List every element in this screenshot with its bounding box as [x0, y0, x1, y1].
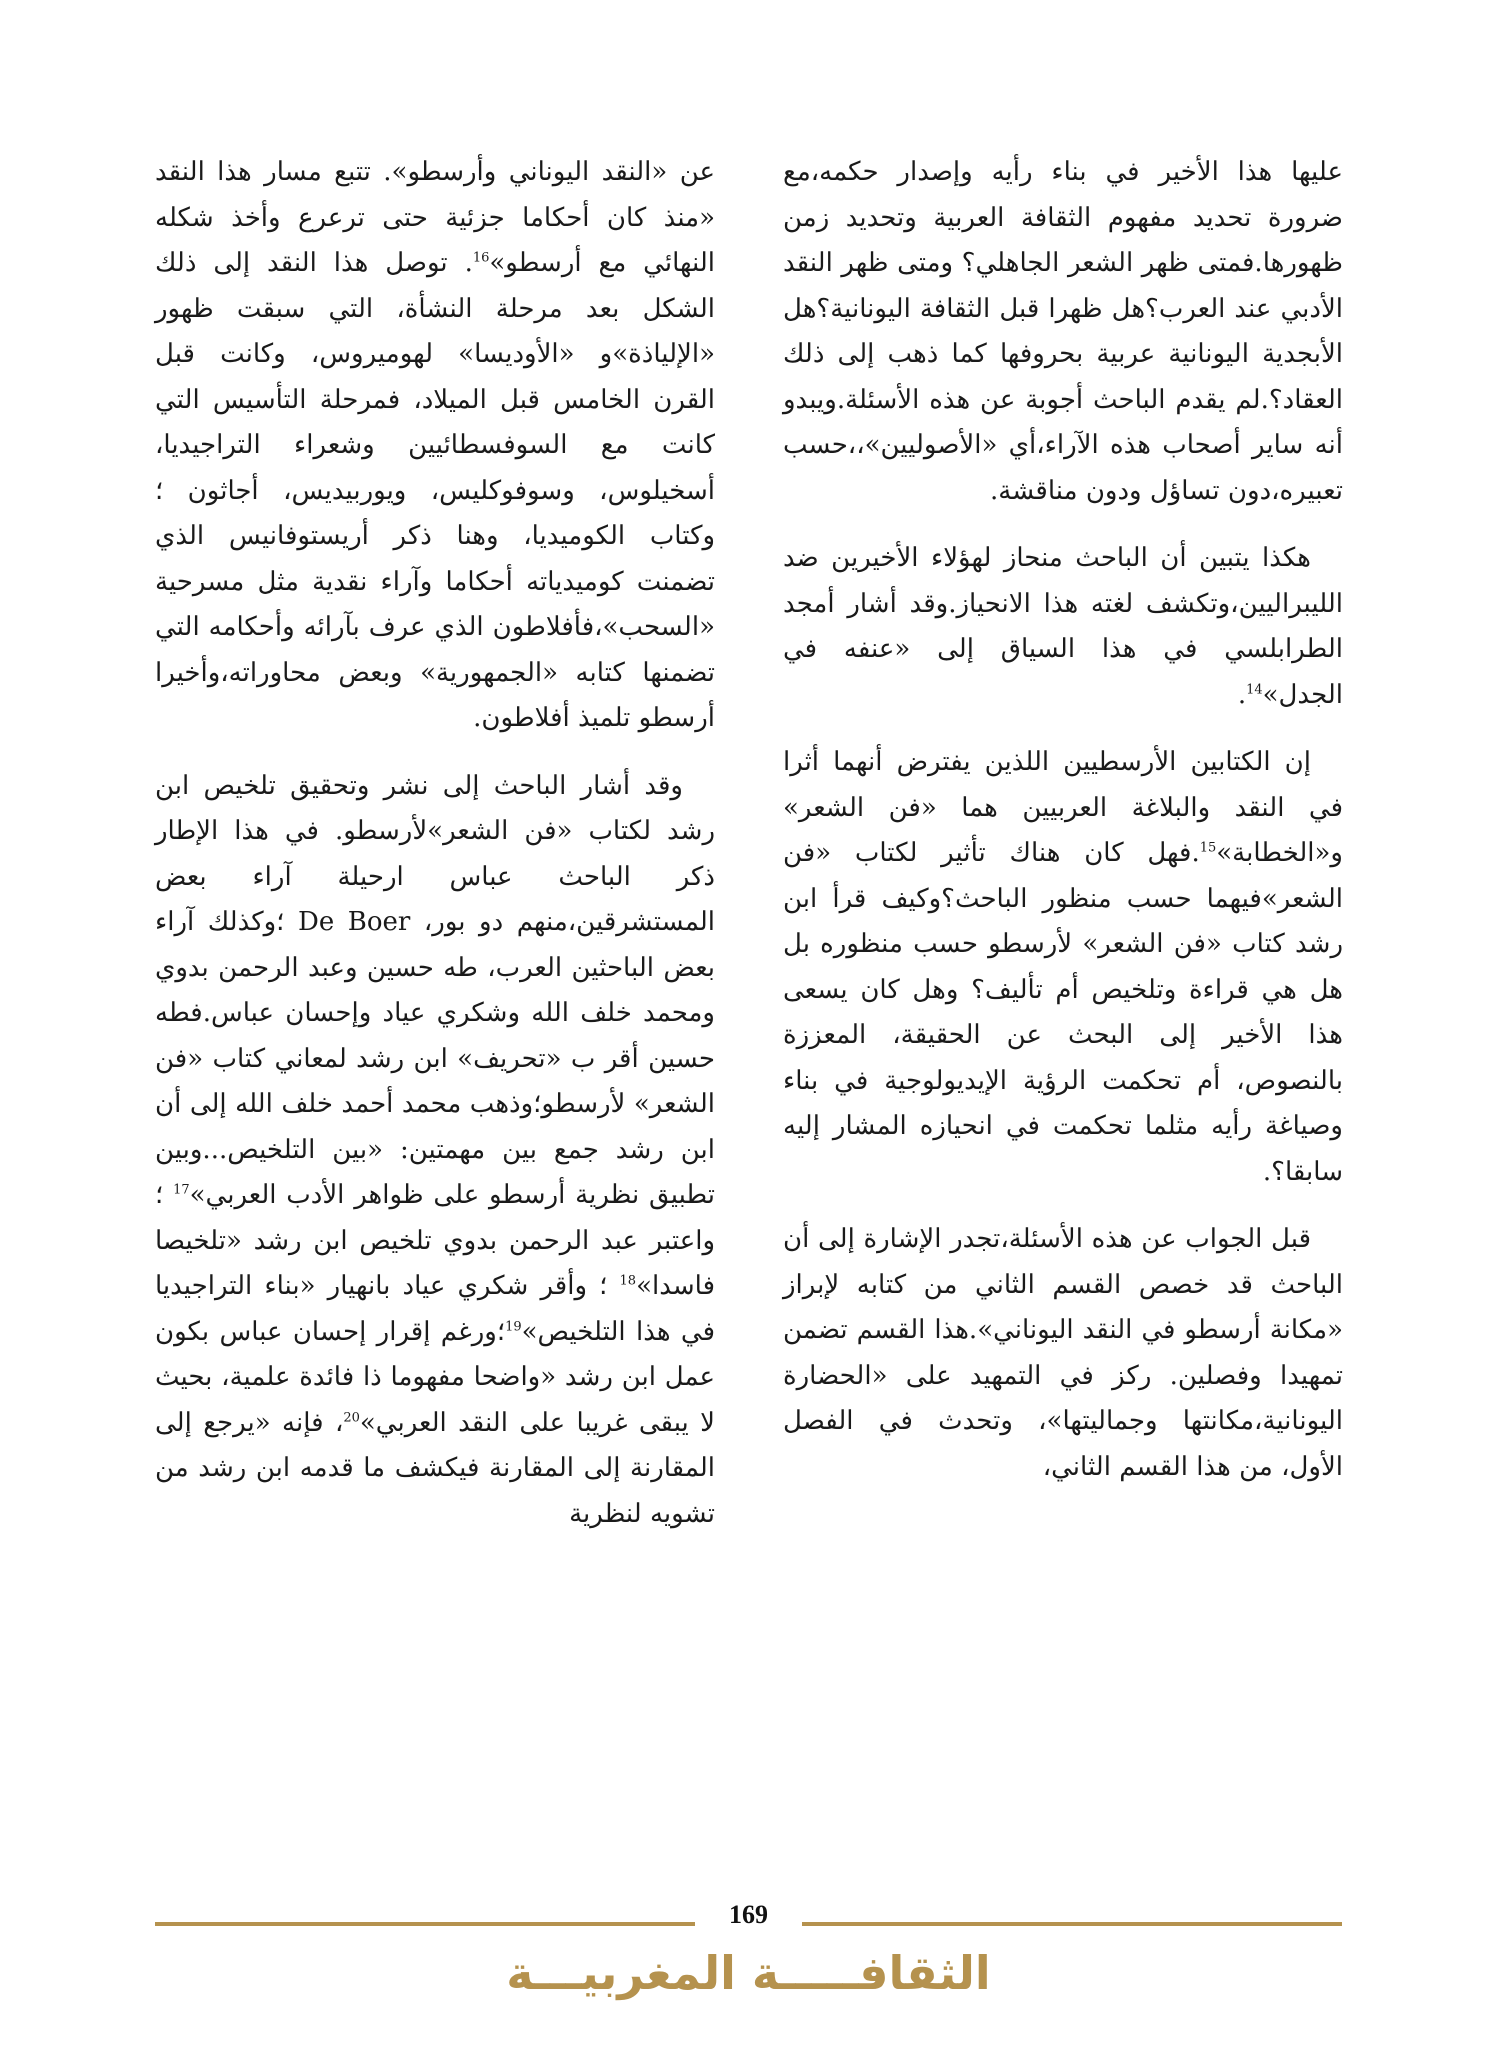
left-paragraph-2: وقد أشار الباحث إلى نشر وتحقيق تلخيص ابن رشد لكتاب «فن الشعر»لأرسطو. في هذا الإطار ذكر الباحث عباس ارحيلة آراء بعض المستشرقين،منهم دو بور، De Boer ؛وكذلك آراء بعض الباحثين العرب، طه حسين وعبد الرحمن بدوي ومحمد خلف الله وشكري عياد وإحسان عباس.فطه حسين أقر ب «تحريف» ابن رشد لمعاني كتاب «فن الشعر» لأرسطو؛وذهب محمد أحمد خلف الله إلى أن ابن رشد جمع بين مهمتين: «بين التلخيص...وبين تطبيق نظرية أرسطو على ظواهر الأدب العربي»$^{17}$ ؛واعتبر عبد الرحمن بدوي تلخيص ابن رشد «تلخيصا فاسدا»$^{18}$ ؛ وأقر شكري عياد بانهيار «بناء التراجيديا في هذا التلخيص»$^{19}$؛ورغم إقرار إحسان عباس بكون عمل ابن رشد «واضحا مفهوما ذا فائدة علمية، بحيث لا يبقى غريبا على النقد العربي»$^{20}$، فإنه «يرجع إلى المقارنة إلى المقارنة فيكشف ما قدمه ابن رشد من تشويه لنظرية	[155, 770, 716, 1529]
left-column	[155, 150, 715, 1559]
footnote-ref-17: 17	[173, 1182, 190, 1198]
page-number: 169	[729, 1900, 768, 1929]
footer-rule-left	[155, 1922, 695, 1926]
right-paragraph-1: عليها هذا الأخير في بناء رأيه وإصدار حكمه،مع ضرورة تحديد مفهوم الثقافة العربية وتحديد زمن ظهورها.فمتى ظهر الشعر الجاهلي؟ ومتى ظهر النقد الأدبي عند العرب؟هل ظهرا قبل الثقافة اليونانية؟هل الأبجدية اليونانية عربية بحروفها كما ذهب إلى ذلك العقاد؟.لم يقدم الباحث أجوبة عن هذه الأسئلة.ويبدو أنه ساير أصحاب هذه الآراء،أي «الأصوليين»،،حسب تعبيره،دون تساؤل ودون مناقشة.	[783, 157, 1343, 506]
footnote-ref-18: 18	[619, 1273, 637, 1289]
left-paragraph-1: عن «النقد اليوناني وأرسطو». تتبع مسار هذا النقد «منذ كان أحكاما جزئية حتى ترعرع وأخذ شكله النهائي مع أرسطو»$^{16}$. توصل هذا النقد إلى ذلك الشكل بعد مرحلة النشأة، التي سبقت ظهور «الإلياذة»و «الأوديسا» لهوميروس، وكانت قبل القرن الخامس قبل الميلاد، فمرحلة التأسيس التي كانت مع السوفسطائيين وشعراء التراجيديا، أسخيلوس، وسوفوكليس، ويوربيديس، أجاثون ؛ وكتاب الكوميديا، وهنا ذكر أريستوفانيس الذي تضمنت كوميدياته أحكاما وآراء نقدية مثل مسرحية «السحب»،فأفلاطون الذي عرف بآرائه وأحكامه التي تضمنها كتابه «الجمهورية» وبعض محاوراته،وأخيرا أرسطو تلميذ أفلاطون.	[155, 157, 715, 733]
right-paragraph-3: إن الكتابين الأرسطيين اللذين يفترض أنهما أثرا في النقد والبلاغة العربيين هما «فن الشعر» و«الخطابة»$^{15}$.فهل كان هناك تأثير لكتاب «فن الشعر»فيهما حسب منظور الباحث؟وكيف قرأ ابن رشد كتاب «فن الشعر» لأرسطو حسب منظوره بل هل هي قراءة وتلخيص أم تأليف؟ وهل كان يسعى هذا الأخير إلى البحث عن الحقيقة، المعززة بالنصوص، أم تحكمت الرؤية الإيديولوجية في بناء وصياغة رأيه مثلما تحكمت في انحيازه المشار إليه سابقا؟.	[783, 747, 1343, 1187]
footer-rule-right	[802, 1922, 1342, 1926]
footnote-ref-14: 14	[1246, 681, 1263, 697]
footnote-ref-15: 15	[1199, 840, 1217, 856]
footnote-ref-20: 20	[343, 1409, 360, 1425]
footnote-ref-16: 16	[472, 250, 490, 266]
right-paragraph-2: هكذا يتبين أن الباحث منحاز لهؤلاء الأخيرين ضد الليبراليين،وتكشف لغته هذا الانحياز.وقد أشار أمجد الطرابلسي في هذا السياق إلى «عنفه في الجدل»$^{14}$.	[783, 543, 1343, 710]
footnote-ref-19: 19	[505, 1318, 522, 1334]
magazine-title: الثقافـــــة المغربيـــة	[506, 1946, 991, 2000]
right-column	[783, 150, 1343, 1512]
right-paragraph-4: قبل الجواب عن هذه الأسئلة،تجدر الإشارة إلى أن الباحث قد خصص القسم الثاني من كتابه لإبراز «مكانة أرسطو في النقد اليوناني».هذا القسم تضمن تمهيدا وفصلين. ركز في التمهيد على «الحضارة اليونانية،مكانتها وجماليتها»، وتحدث في الفصل الأول، من هذا القسم الثاني،	[783, 1224, 1343, 1482]
